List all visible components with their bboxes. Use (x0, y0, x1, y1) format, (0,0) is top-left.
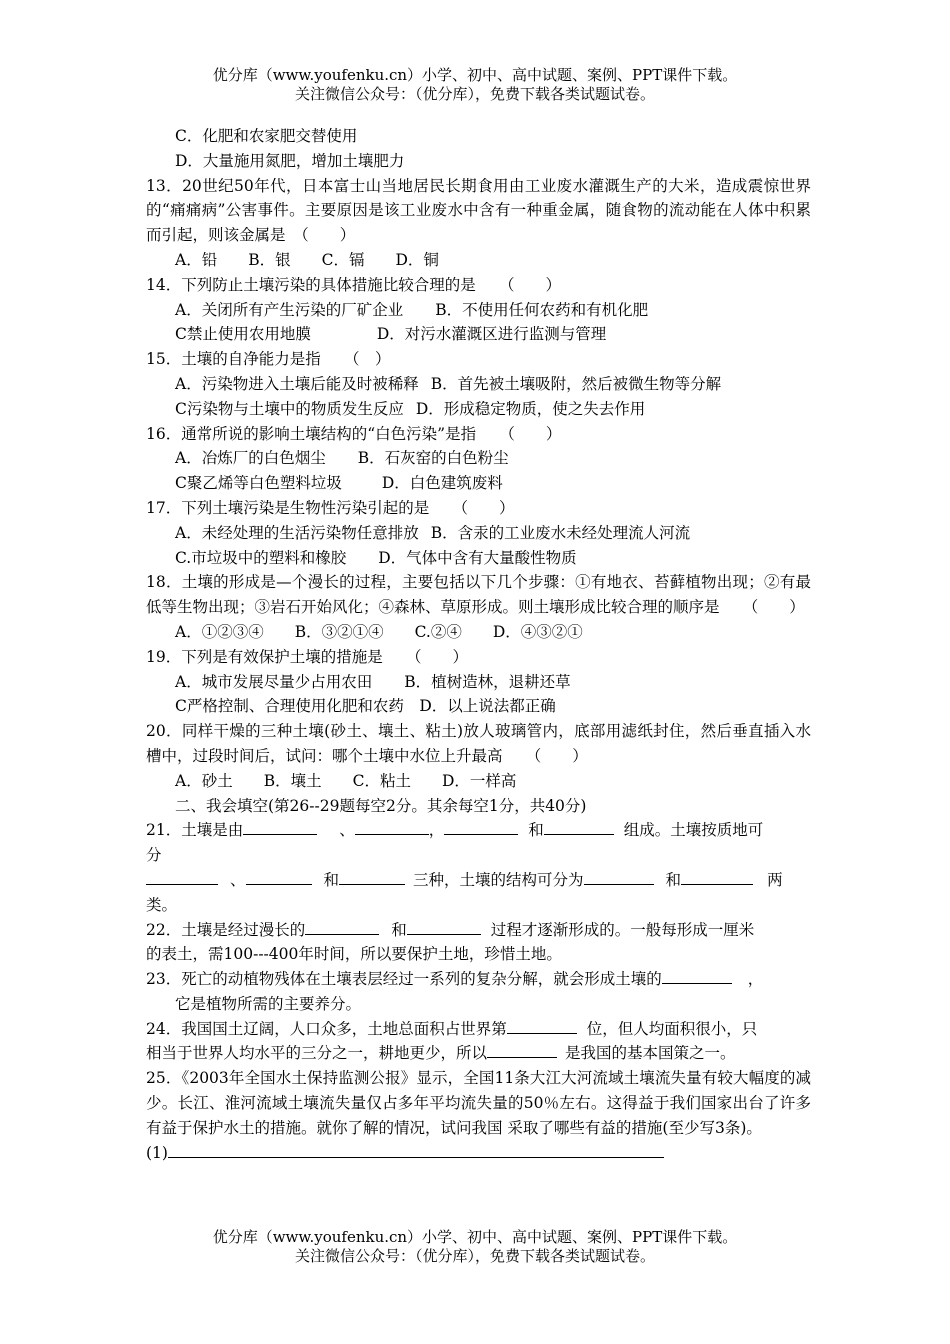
q23-text-1: 23．死亡的动植物残体在土壤表层经过一系列的复杂分解，就会形成土壤的 (146, 970, 662, 989)
q14-stem: 14．下列防止土壤污染的具体措施比较合理的是 （ ） (146, 275, 561, 294)
q24-text-2: 位，但人均面积很小，只 (586, 1019, 758, 1038)
q21-line-4: 类。 (146, 895, 178, 914)
footer-line-2: 关注微信公众号：（优分库），免费下载各类试题试卷。 (294, 1247, 655, 1265)
q19-options-cd: C严格控制、合理使用化肥和农药 D．以上说法都正确 (175, 697, 556, 716)
q24-blank-1[interactable] (507, 1017, 577, 1034)
q21-text-6: 、 (230, 870, 246, 889)
q21-blank-7[interactable] (339, 868, 405, 885)
q21-blank-4[interactable] (544, 818, 614, 835)
q19-option-b: B．植树造林，退耕还草 (404, 672, 571, 691)
header-line-2: 关注微信公众号：（优分库），免费下载各类试题试卷。 (294, 85, 655, 103)
q21-text-10: 两 (767, 870, 783, 889)
q12-option-c: C．化肥和农家肥交替使用 (175, 127, 358, 145)
q13-stem: 13．20世纪50年代，日本富士山当地居民长期食用由工业废水灌溉生产的大米，造成震惊世界的“痛痛病”公害事件。主要原因是该工业废水中含有一种重金属，随食物的流动能在人体中积累而引起，则该金属是 （ ） (146, 176, 811, 245)
q17-option-c: C.市垃圾中的塑料和橡胶 (175, 548, 347, 567)
q17-option-a: A．未经处理的生活污染物任意排放 (175, 523, 419, 542)
q22-blank-2[interactable] (407, 918, 481, 935)
q23-text-2: ， (747, 970, 764, 989)
q17-options-ab (146, 521, 811, 546)
q17-options-cd (146, 546, 811, 571)
footer-line-1: 优分库（www.youfenku.cn）小学、初中、高中试题、案例、PPT课件下载。 (212, 1228, 738, 1246)
q15-option-b: B．首先被土壤吸附，然后被微生物等分解 (430, 374, 722, 393)
q17-option-d: D．气体中含有大量酸性物质 (378, 548, 577, 567)
q22-text-3: 过程才逐渐形成的。一般每形成一厘米 (490, 920, 755, 939)
q24-text-4: 是我国的基本国策之一。 (565, 1044, 736, 1063)
q21-blank-3[interactable] (444, 818, 518, 835)
q21-text-3: ， (428, 821, 445, 840)
page-header (0, 66, 950, 104)
q22-text-1: 22．土壤是经过漫长的 (146, 920, 306, 939)
q23-blank-1[interactable] (662, 967, 732, 984)
q14-option-b: B．不使用任何农药和有机化肥 (435, 300, 649, 319)
q20-options: A．砂土 B．壤土 C．粘土 D．一样高 (175, 771, 517, 790)
q24-line-1 (146, 1017, 811, 1042)
q21-text-2: 、 (339, 821, 355, 840)
q21-blank-6[interactable] (246, 868, 312, 885)
q16-option-a: A．冶炼厂的白色烟尘 (175, 449, 326, 468)
q21-blank-5[interactable] (146, 868, 218, 885)
q21-blank-1[interactable] (243, 818, 317, 835)
q21-text-5: 组成。土壤按质地可 (623, 821, 764, 840)
q24-text-1: 24．我国国土辽阔，人口众多，土地总面积占世界第 (146, 1019, 507, 1038)
header-line-1: 优分库（www.youfenku.cn）小学、初中、高中试题、案例、PPT课件下载。 (212, 66, 738, 84)
q18-stem: 18．土壤的形成是—个漫长的过程，主要包括以下几个步骤：①有地衣、苔藓植物出现；②有最低等生物出现；③岩石开始风化；④森林、草原形成。则土壤形成比较合理的顺序是 （ ） (146, 573, 811, 617)
q24-line-2 (146, 1041, 811, 1066)
q19-options-ab (146, 670, 811, 695)
q20-stem: 20．同样干燥的三种土壤(砂土、壤土、粘土)放人玻璃管内，底部用滤纸封住，然后垂直插入水槽中，过段时间后，试问：哪个土壤中水位上升最高 （ ） (146, 722, 811, 765)
q21-line-2: 分 (146, 846, 162, 865)
q14-option-a: A．关闭所有产生污染的厂矿企业 (175, 300, 404, 319)
q14-options-cd (146, 322, 811, 347)
q14-option-c: C禁止使用农用地膜 (175, 325, 311, 344)
q21-line-1 (146, 818, 811, 843)
q16-option-d: D．白色建筑废料 (381, 474, 503, 493)
q21-text-7: 和 (323, 870, 340, 889)
q21-text-1: 21．土壤是由 (146, 821, 244, 840)
q22-blank-1[interactable] (305, 918, 379, 935)
q15-stem: 15．土壤的自净能力是指 （ ） (146, 350, 391, 369)
section-2-heading: 二、我会填空(第26--29题每空2分。其余每空1分，共40分) (175, 796, 587, 815)
q13-options: A．铅 B．银 C．镉 D．铜 (175, 250, 439, 269)
q21-text-9: 和 (665, 870, 682, 889)
q16-option-c: C聚乙烯等白色塑料垃圾 (175, 474, 342, 493)
q15-option-d: D．形成稳定物质，使之失去作用 (415, 399, 646, 418)
q22-line-1 (146, 918, 811, 943)
q15-options-ab (146, 372, 811, 397)
q25-answer-line-1[interactable] (168, 1141, 664, 1158)
q16-options-ab (146, 446, 811, 471)
q12-option-d: D．大量施用氮肥，增加土壤肥力 (175, 151, 405, 170)
q21-blank-9[interactable] (681, 868, 753, 885)
exam-body (146, 124, 811, 1165)
q16-options-cd (146, 471, 811, 496)
q24-text-3: 相当于世界人均水平的三分之一，耕地更少，所以 (146, 1044, 488, 1063)
q15-option-c: C污染物与土壤中的物质发生反应 (175, 399, 404, 418)
q21-blank-8[interactable] (584, 868, 654, 885)
q17-stem: 17．下列土壤污染是生物性污染引起的是 （ ） (146, 498, 515, 517)
page-footer (0, 1228, 950, 1266)
q23-line-2: 它是植物所需的主要养分。 (175, 994, 362, 1013)
q19-option-a: A．城市发展尽量少占用农田 (175, 672, 373, 691)
q23-line-1 (146, 967, 811, 992)
q25-stem: 25．《2003年全国水土保持监测公报》显示，全国11条大江大河流域土壤流失量有较大幅度的减少。长江、淮河流域土壤流失量仅占多年平均流失量的50％左右。这得益于我们国家出台了许多有益于保护水土的措施。就你了解的情况，试问我国 采取了哪些有益的措施(至少写3条)。 (146, 1069, 811, 1137)
q21-text-8: 三种，土壤的结构可分为 (413, 870, 584, 889)
q16-option-b: B．石灰窑的白色粉尘 (357, 449, 509, 468)
q21-blank-2[interactable] (355, 818, 429, 835)
q22-line-2: 的表土，需100---400年时间，所以要保护土地，珍惜土地。 (146, 945, 562, 964)
q16-stem: 16．通常所说的影响土壤结构的“白色污染”是指 （ ） (146, 424, 562, 443)
q19-stem: 19．下列是有效保护土壤的措施是 （ ） (146, 647, 468, 666)
q17-option-b: B．含汞的工业废水未经处理流人河流 (430, 523, 691, 542)
q25-item-1 (146, 1141, 811, 1166)
q21-line-3 (146, 868, 811, 893)
q25-item-1-label: (1) (146, 1143, 168, 1162)
q24-blank-2[interactable] (487, 1041, 557, 1058)
q15-options-cd (146, 397, 811, 422)
q15-option-a: A．污染物进入土壤后能及时被稀释 (175, 374, 419, 393)
q18-options: A．①②③④ B．③②①④ C.②④ D．④③②① (175, 622, 583, 641)
q14-option-d: D．对污水灌溉区进行监测与管理 (376, 325, 607, 344)
q14-options-ab (146, 298, 811, 323)
q22-text-2: 和 (391, 920, 407, 939)
q21-text-4: 和 (528, 821, 544, 840)
